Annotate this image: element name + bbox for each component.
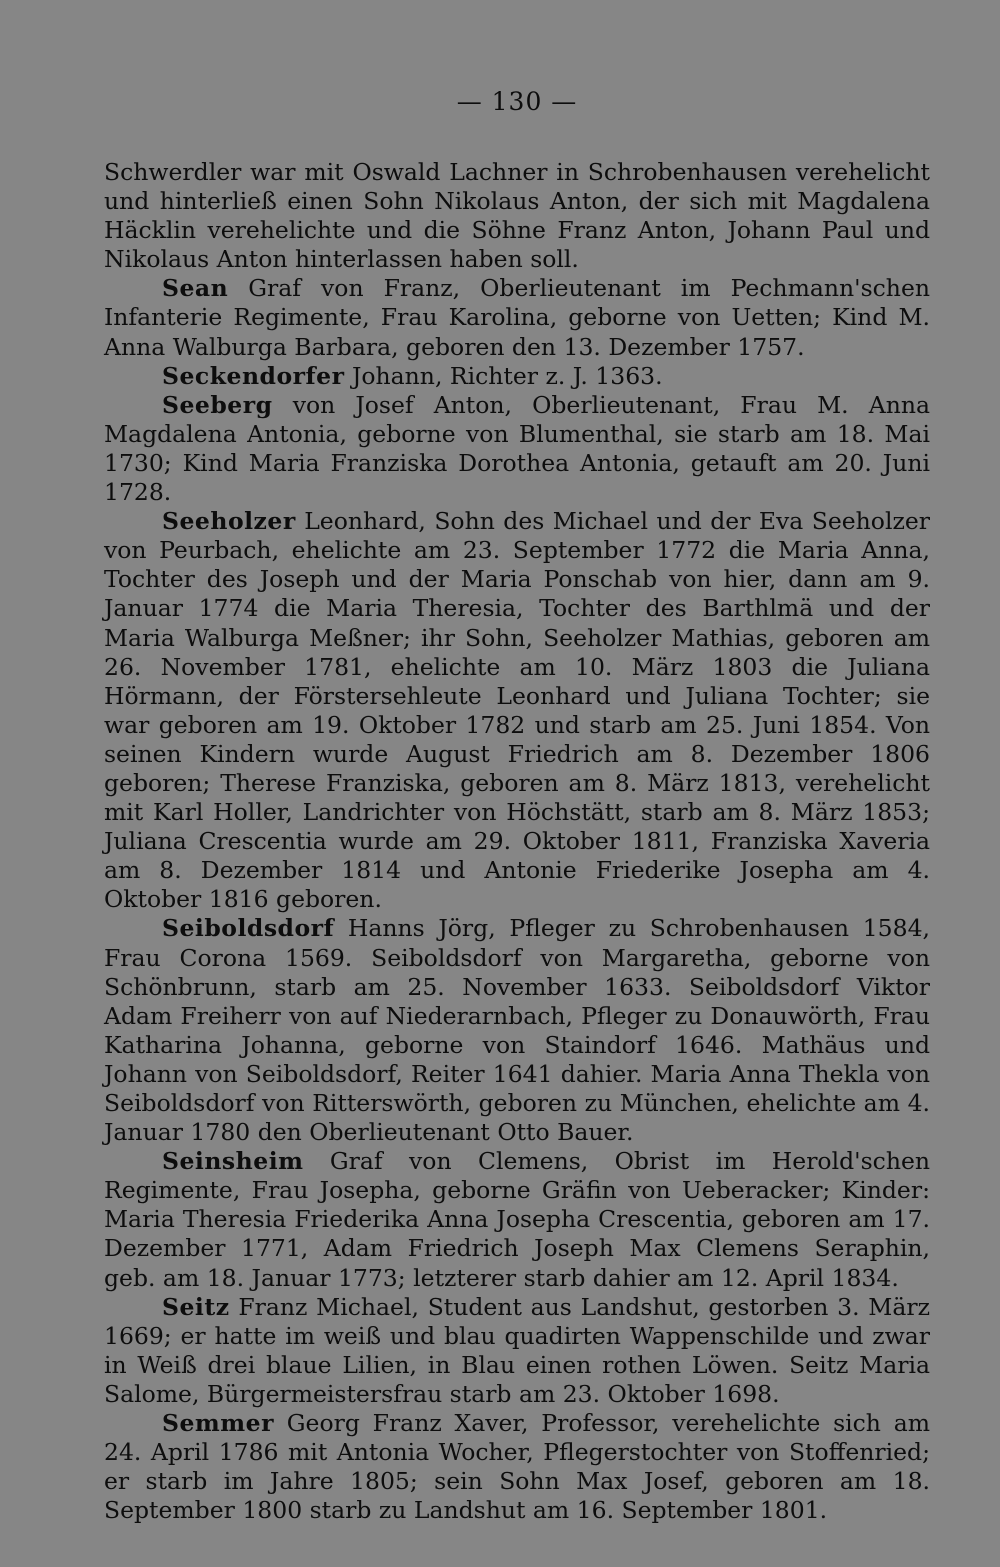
entry-name: Seeberg: [162, 390, 273, 419]
entry-seiboldsdorf: [104, 914, 930, 1147]
entry-seeberg: [104, 391, 930, 507]
entry-text: Graf von Clemens, Obrist im Herold'schen Regimente, Frau Josepha, geborne Gräfin von Ueberacker; Kinder: Maria Theresia Friederika Anna Josepha Crescentia, geboren am 17. Dezember 1771, Adam Friedrich Joseph Max Clemens Seraphin, geb. am 18. Januar 1773; letzterer starb dahier am 12. April 1834.: [104, 1147, 930, 1292]
entry-name: Seiboldsdorf: [162, 914, 335, 943]
entry-name: Sean: [162, 274, 229, 303]
entry-text: Graf von Franz, Oberlieutenant im Pechmann'schen Infanterie Regimente, Frau Karolina, geborne von Uetten; Kind M. Anna Walburga Barbara, geboren den 13. Dezember 1757.: [104, 274, 930, 361]
entry-name: Seckendorfer: [162, 361, 345, 390]
entry-text: Georg Franz Xaver, Professor, verehelichte sich am 24. April 1786 mit Antonia Wocher, Pflegerstochter von Stoffenried; er starb im Jahre 1805; sein Sohn Max Josef, geboren am 18. September 1800 starb zu Landshut am 16. September 1801.: [104, 1409, 930, 1525]
entry-seckendorfer: [104, 362, 930, 391]
book-page: [104, 86, 930, 1525]
entry-name: Seinsheim: [162, 1147, 304, 1176]
entry-text: Schwerdler war mit Oswald Lachner in Schrobenhausen verehelicht und hinterließ einen Sohn Nikolaus Anton, der sich mit Magdalena Häcklin verehelichte und die Söhne Franz Anton, Johann Paul und Nikolaus Anton hinterlassen haben soll.: [104, 158, 930, 274]
entry-name: Seeholzer: [162, 507, 296, 536]
entry-seitz: [104, 1293, 930, 1409]
entry-text: Hanns Jörg, Pfleger zu Schrobenhausen 1584, Frau Corona 1569. Seiboldsdorf von Margaretha, geborne von Schönbrunn, starb am 25. November 1633. Seiboldsdorf Viktor Adam Freiherr von auf Niederarnbach, Pfleger zu Donauwörth, Frau Katharina Johanna, geborne von Staindorf 1646. Mathäus und Johann von Seiboldsdorf, Reiter 1641 dahier. Maria Anna Thekla von Seiboldsdorf von Ritterswörth, geboren zu München, ehelichte am 4. Januar 1780 den Oberlieutenant Otto Bauer.: [104, 914, 930, 1147]
entry-name: Semmer: [162, 1409, 274, 1438]
page-number: — 130 —: [456, 87, 578, 116]
entry-text: von Josef Anton, Oberlieutenant, Frau M. Anna Magdalena Antonia, geborne von Blumenthal, sie starb am 18. Mai 1730; Kind Maria Franziska Dorothea Antonia, getauft am 20. Juni 1728.: [104, 390, 930, 507]
entry-name: Seitz: [162, 1292, 230, 1321]
entry-text: Leonhard, Sohn des Michael und der Eva Seeholzer von Peurbach, ehelichte am 23. September 1772 die Maria Anna, Tochter des Joseph und der Maria Ponschab von hier, dann am 9. Januar 1774 die Maria Theresia, Tochter des Barthlmä und der Maria Walburga Meßner; ihr Sohn, Seeholzer Mathias, geboren am 26. November 1781, ehelichte am 10. März 1803 die Juliana Hörmann, der Förstersehleute Leonhard und Juliana Tochter; sie war geboren am 19. Oktober 1782 und starb am 25. Juni 1854. Von seinen Kindern wurde August Friedrich am 8. Dezember 1806 geboren; Therese Franziska, geboren am 8. März 1813, verehelicht mit Karl Holler, Landrichter von Höchstätt, starb am 8. März 1853; Juliana Crescentia wurde am 29. Oktober 1811, Franziska Xaveria am 8. Dezember 1814 und Antonie Friederike Josepha am 4. Oktober 1816 geboren.: [104, 507, 930, 914]
entry-seinsheim: [104, 1147, 930, 1292]
entry-sean: [104, 274, 930, 361]
entry-continuation: [104, 158, 930, 274]
entry-text: Johann, Richter z. J. 1363.: [344, 361, 663, 390]
entry-semmer: [104, 1409, 930, 1525]
entry-text: Franz Michael, Student aus Landshut, gestorben 3. März 1669; er hatte im weiß und blau quadirten Wappenschilde und zwar in Weiß drei blaue Lilien, in Blau einen rothen Löwen. Seitz Maria Salome, Bürgermeistersfrau starb am 23. Oktober 1698.: [104, 1292, 930, 1408]
entry-seeholzer: [104, 507, 930, 914]
